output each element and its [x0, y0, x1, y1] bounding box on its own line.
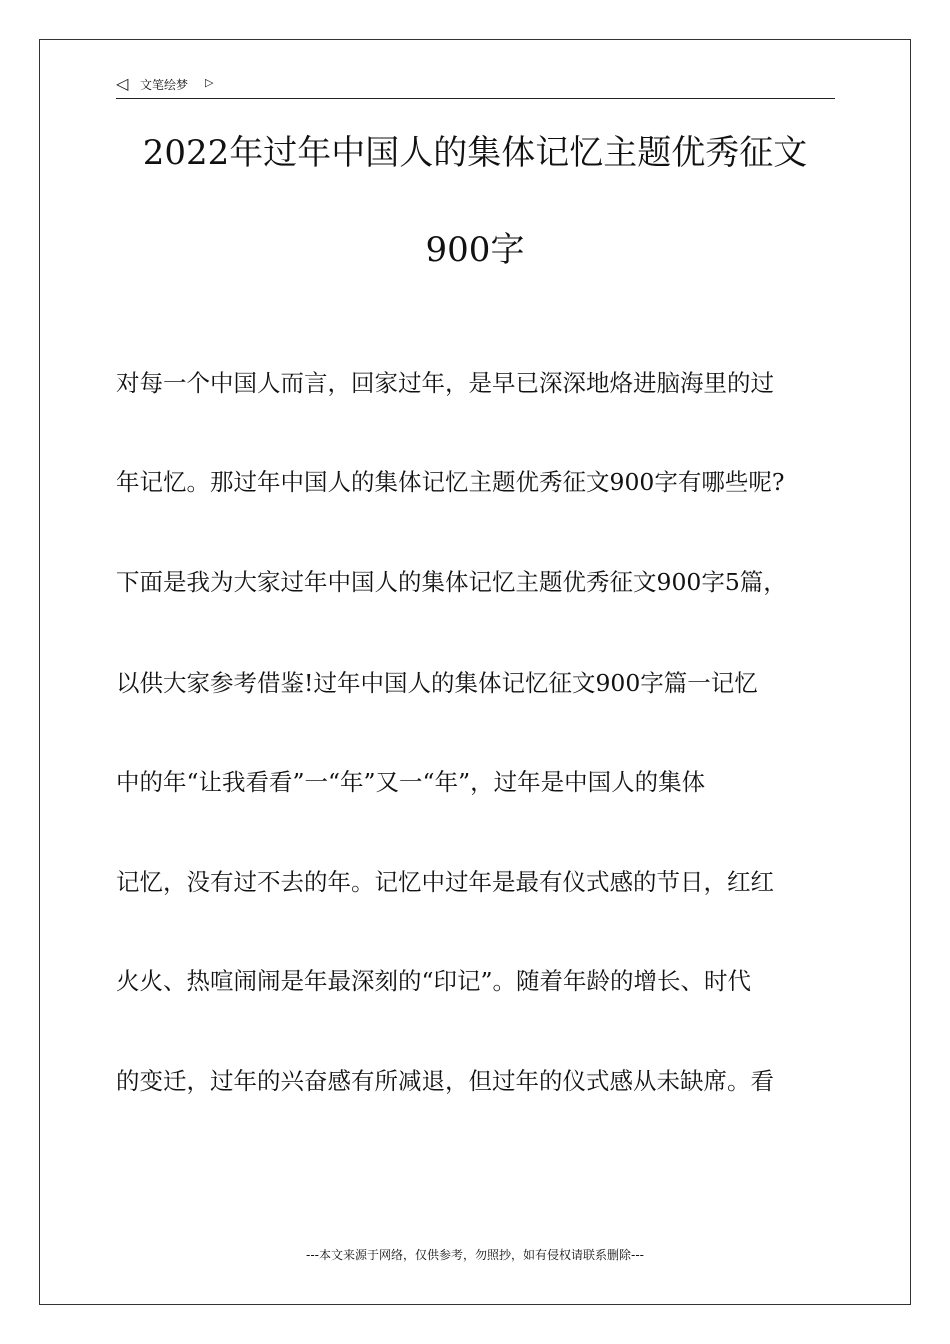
page-header	[116, 74, 835, 99]
body-text-line: 对每一个中国人而言，回家过年，是早已深深地烙进脑海里的过	[116, 369, 774, 397]
document-title-line-2: 900字	[425, 230, 525, 270]
body-text-line: 火火、热喧闹闹是年最深刻的“印记”。随着年龄的增长、时代	[116, 967, 752, 995]
body-text-line: 下面是我为大家过年中国人的集体记忆主题优秀征文900字5篇，	[116, 568, 787, 596]
body-text-line: 中的年“让我看看”一“年”又一“年”，过年是中国人的集体	[116, 768, 706, 796]
body-text-line: 年记忆。那过年中国人的集体记忆主题优秀征文900字有哪些呢?	[116, 468, 785, 496]
triangle-right-icon: ▷	[205, 76, 214, 89]
document-title-line-1: 2022年过年中国人的集体记忆主题优秀征文	[142, 133, 808, 173]
header-label: 文笔绘梦	[140, 78, 189, 92]
body-text-line: 记忆，没有过不去的年。记忆中过年是最有仪式感的节日，红红	[116, 868, 774, 896]
page-footer: ---本文来源于网络，仅供参考，勿照抄，如有侵权请联系删除---	[306, 1248, 644, 1262]
body-text-line: 的变迁，过年的兴奋感有所减退，但过年的仪式感从未缺席。看	[116, 1067, 774, 1095]
triangle-left-icon: ◁	[116, 74, 129, 93]
body-text-line: 以供大家参考借鉴!过年中国人的集体记忆征文900字篇一记忆	[116, 669, 758, 697]
